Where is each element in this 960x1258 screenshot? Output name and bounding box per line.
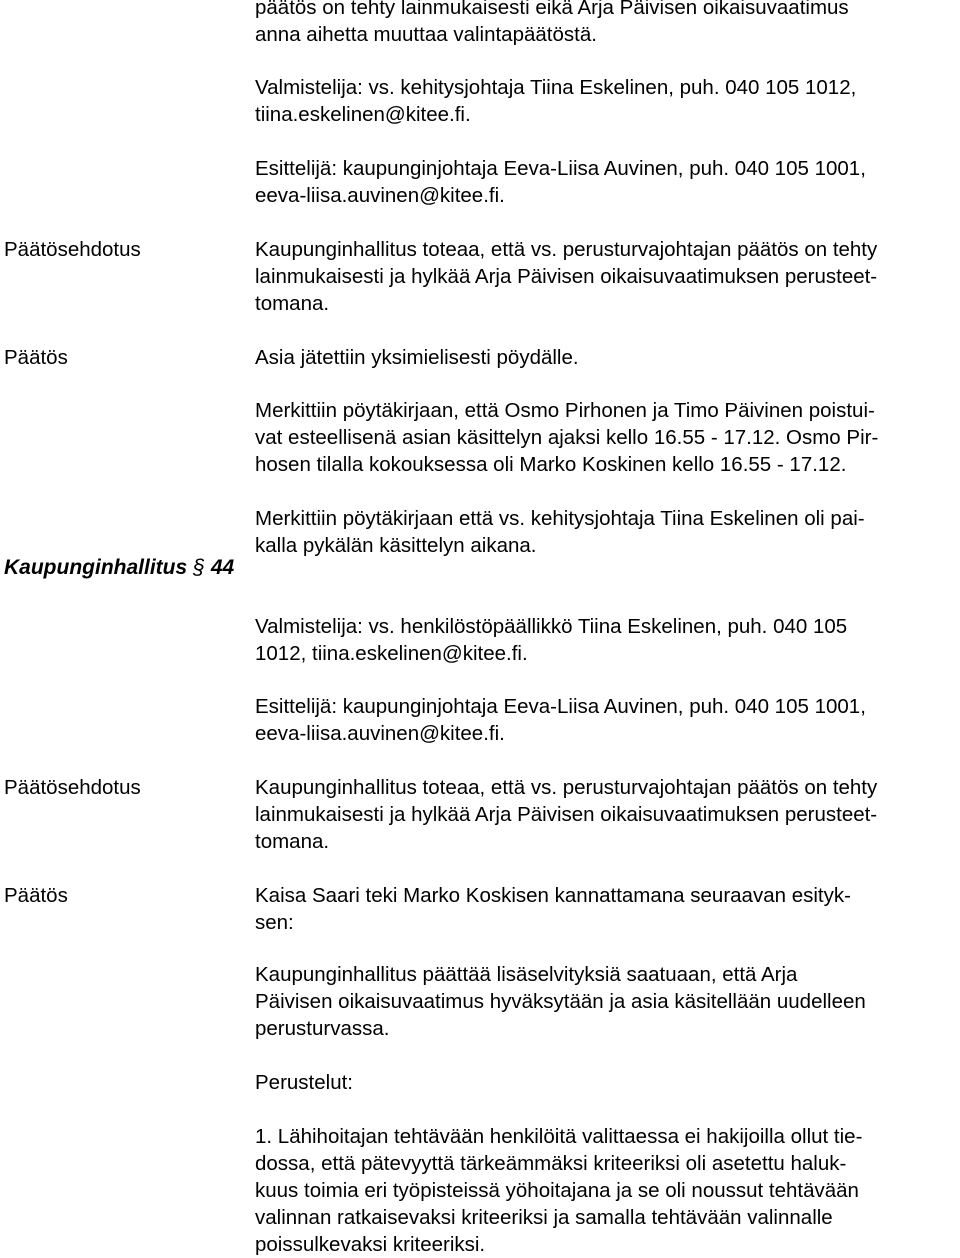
minutes-note-b-line-2: kalla pykälän käsittelyn aikana. (255, 534, 537, 557)
proposal-line-3: tomana. (255, 830, 330, 853)
proposal-line-1: Kaupunginhallitus toteaa, että vs. perusturvajohtajan päätös on tehty (255, 776, 878, 799)
grounds-line-1: 1. Lähihoitajan tehtävään henkilöitä valittaessa ei hakijoilla ollut tie- (255, 1125, 863, 1148)
section-heading (4, 554, 234, 581)
grounds-line-3: kuus toimia eri työpisteissä yöhoitajana ja se oli noussut tehtävään (255, 1179, 859, 1202)
preparer-line-2: tiina.eskelinen@kitee.fi. (255, 103, 471, 126)
decision-label: Päätös (4, 346, 68, 369)
proposal-label: Päätösehdotus (4, 776, 141, 799)
preparer-line-1: Valmistelija: vs. kehitysjohtaja Tiina Eskelinen, puh. 040 105 1012, (255, 76, 857, 99)
section-body: Kaupunginhallitus (4, 556, 188, 579)
decision-line-2: sen: (255, 911, 294, 934)
decision-line-1: Asia jätettiin yksimielisesti pöydälle. (255, 346, 579, 369)
counter-proposal-line-1: Kaupunginhallitus päättää lisäselvityksiä saatuaan, että Arja (255, 963, 798, 986)
presenter-line-1: Esittelijä: kaupunginjohtaja Eeva-Liisa Auvinen, puh. 040 105 1001, (255, 157, 866, 180)
preparer-line-1: Valmistelija: vs. henkilöstöpäällikkö Tiina Eskelinen, puh. 040 105 (255, 615, 848, 638)
proposal-line-1: Kaupunginhallitus toteaa, että vs. perusturvajohtajan päätös on tehty (255, 238, 878, 261)
minutes-note-a-line-2: vat esteellisenä asian käsittelyn ajaksi kello 16.55 - 17.12. Osmo Pir- (255, 426, 879, 449)
grounds-line-4: valinnan ratkaisevaksi kriteeriksi ja samalla tehtävään valinnalle (255, 1206, 833, 1229)
minutes-note-b-line-1: Merkittiin pöytäkirjaan että vs. kehitysjohtaja Tiina Eskelinen oli pai- (255, 507, 865, 530)
section-sign: § (193, 556, 205, 579)
minutes-note-a-line-3: hosen tilalla kokouksessa oli Marko Koskinen kello 16.55 - 17.12. (255, 453, 847, 476)
decision-label: Päätös (4, 884, 68, 907)
grounds-line-5: poissulkevaksi kriteeriksi. (255, 1233, 486, 1256)
proposal-line-2: lainmukaisesti ja hylkää Arja Päivisen oikaisuvaatimuksen perusteet- (255, 803, 878, 826)
decision-note-line-2: anna aihetta muuttaa valintapäätöstä. (255, 23, 597, 46)
grounds-line-2: dossa, että pätevyyttä tärkeämmäksi kriteeriksi oli asetettu haluk- (255, 1152, 847, 1175)
presenter-line-2: eeva-liisa.auvinen@kitee.fi. (255, 184, 505, 207)
decision-note-line-1: päätös on tehty lainmukaisesti eikä Arja Päivisen oikaisuvaatimus (255, 0, 849, 19)
presenter-line-2: eeva-liisa.auvinen@kitee.fi. (255, 722, 505, 745)
counter-proposal-line-3: perusturvassa. (255, 1017, 390, 1040)
section-number: 44 (210, 556, 235, 579)
counter-proposal-line-2: Päivisen oikaisuvaatimus hyväksytään ja asia käsitellään uudelleen (255, 990, 866, 1013)
proposal-line-2: lainmukaisesti ja hylkää Arja Päivisen oikaisuvaatimuksen perusteet- (255, 265, 878, 288)
proposal-line-3: tomana. (255, 292, 330, 315)
decision-line-1: Kaisa Saari teki Marko Koskisen kannattamana seuraavan esityk- (255, 884, 851, 907)
minutes-note-a-line-1: Merkittiin pöytäkirjaan, että Osmo Pirhonen ja Timo Päivinen poistui- (255, 399, 875, 422)
preparer-line-2: 1012, tiina.eskelinen@kitee.fi. (255, 642, 528, 665)
presenter-line-1: Esittelijä: kaupunginjohtaja Eeva-Liisa Auvinen, puh. 040 105 1001, (255, 695, 866, 718)
proposal-label: Päätösehdotus (4, 238, 141, 261)
grounds-label: Perustelut: (255, 1071, 353, 1094)
